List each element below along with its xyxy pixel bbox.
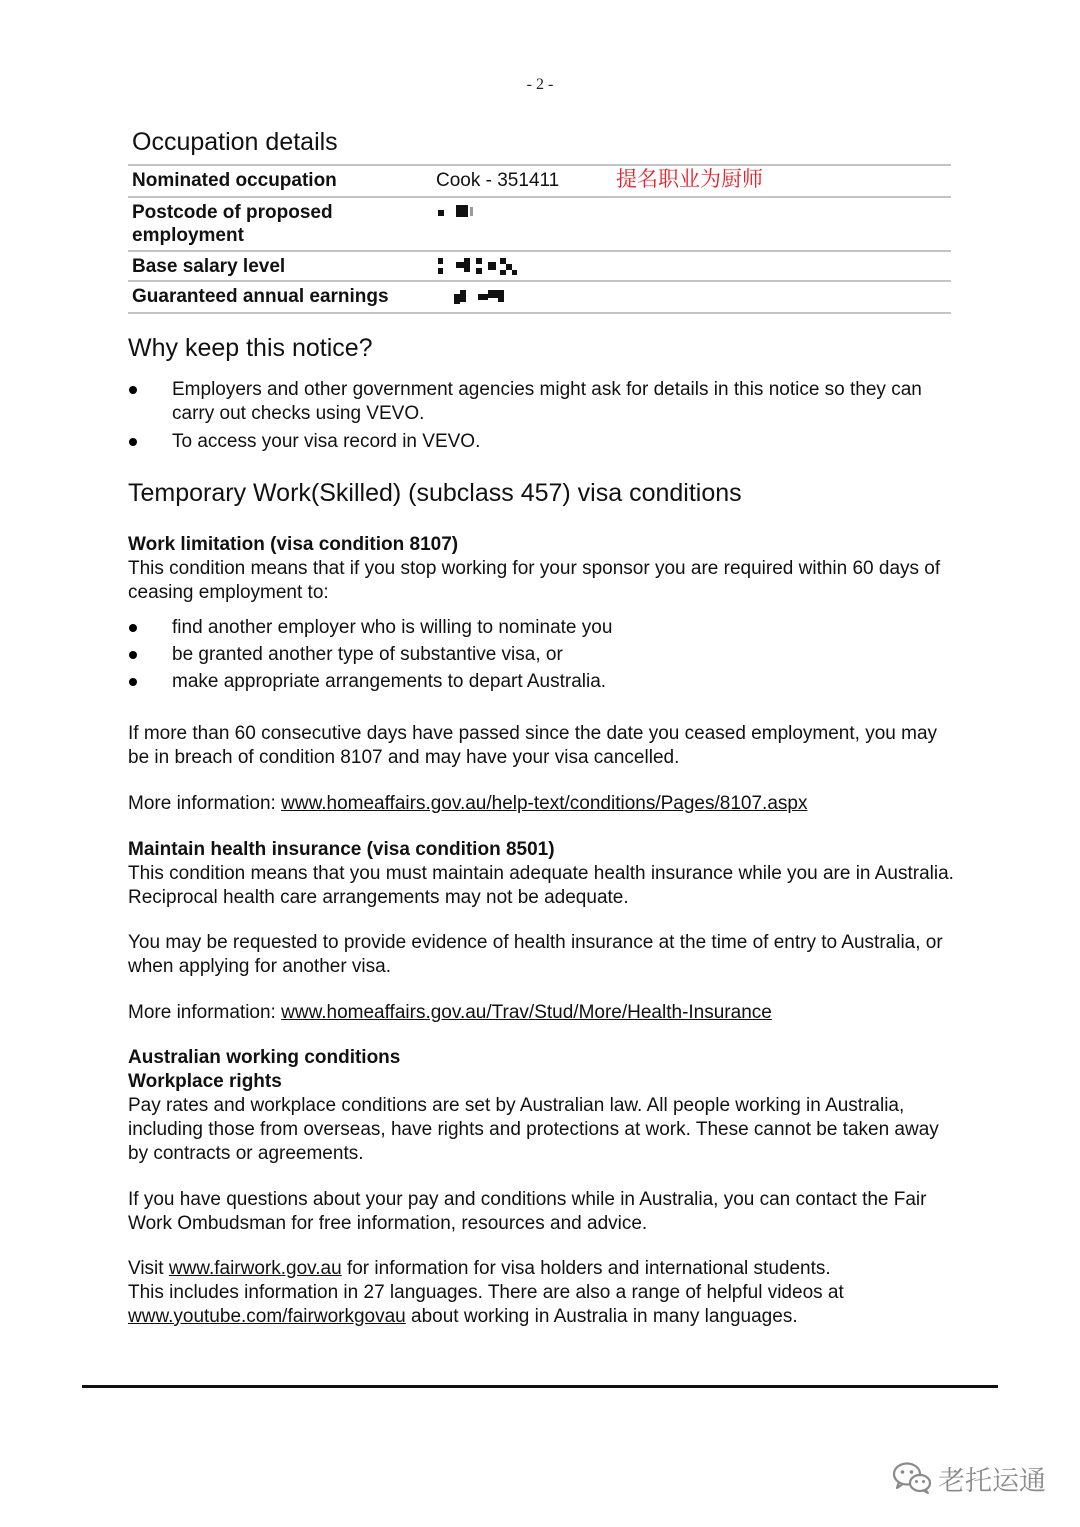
occupation-table (128, 164, 951, 314)
link-8107[interactable]: www.homeaffairs.gov.au/help-text/conditions/Pages/8107.aspx (281, 793, 808, 814)
list-item: be granted another type of substantive visa, or (128, 643, 958, 667)
table-row (128, 166, 951, 198)
working-p2: If you have questions about your pay and conditions while in Australia, you can contact the Fair Work Ombudsman for free information, resources and advice. (128, 1189, 927, 1234)
why-keep-title: Why keep this notice? (128, 334, 373, 362)
health-section (128, 838, 958, 910)
link-fairwork[interactable]: www.fairwork.gov.au (168, 1258, 342, 1279)
footer-divider (82, 1385, 998, 1388)
more-info-8107: More information: www.homeaffairs.gov.au/help-text/conditions/Pages/8107.aspx (128, 793, 808, 814)
row-label: Nominated occupation (132, 170, 337, 191)
work-limitation-list (128, 616, 958, 694)
breach-paragraph: If more than 60 consecutive days have passed since the date you ceased employment, you may be in breach of condition 8107 and may have your visa cancelled. (128, 723, 938, 768)
bullet-icon (129, 438, 137, 446)
bullet-icon (129, 651, 137, 659)
link-youtube[interactable]: www.youtube.com/fairworkgovau (128, 1306, 406, 1327)
redacted-value (436, 256, 520, 276)
workplace-rights-heading: Workplace rights (128, 1071, 282, 1092)
table-row (128, 252, 951, 282)
row-label: Guaranteed annual earnings (132, 286, 389, 307)
wechat-icon (892, 1461, 932, 1495)
list-item: Employers and other government agencies might ask for details in this notice so they can carry out checks using VEVO. (128, 378, 958, 426)
working-section (128, 1046, 958, 1166)
bullet-icon (129, 624, 137, 632)
health-p2: You may be requested to provide evidence of health insurance at the time of entry to Australia, or when applying for another visa. (128, 932, 943, 977)
page-number: - 2 - (526, 76, 554, 93)
working-p1: Pay rates and workplace conditions are set by Australian law. All people working in Australia, including those from overseas, have rights and protections at work. These cannot be taken away by contracts or agreements. (128, 1095, 939, 1164)
list-item: make appropriate arrangements to depart Australia. (128, 670, 958, 694)
list-item: find another employer who is willing to nominate you (128, 616, 958, 640)
bullet-icon (129, 678, 137, 686)
row-value: Cook - 351411 (436, 170, 560, 191)
row-label: Base salary level (132, 256, 286, 277)
work-limitation-intro: This condition means that if you stop working for your sponsor you are required within 60 days of ceasing employment to: (128, 558, 941, 603)
conditions-title: Temporary Work(Skilled) (subclass 457) visa conditions (128, 479, 742, 507)
more-info-health: More information: www.homeaffairs.gov.au/Trav/Stud/More/Health-Insurance (128, 1002, 772, 1023)
work-limitation-heading: Work limitation (visa condition 8107) (128, 534, 459, 555)
watermark-text: 老托运通 (938, 1465, 1046, 1497)
health-p1: This condition means that you must maintain adequate health insurance while you are in Australia. Reciprocal health care arrangements may not be adequate. (128, 863, 954, 908)
work-limitation-section (128, 533, 958, 605)
health-heading: Maintain health insurance (visa condition 8501) (128, 839, 555, 860)
link-health-insurance[interactable]: www.homeaffairs.gov.au/Trav/Stud/More/Health-Insurance (281, 1002, 772, 1023)
visit-paragraph: Visit www.fairwork.gov.au for information for visa holders and international students. This includes information in 27 languages. There are also a range of helpful videos at www.youtube.com/fairworkgovau about working in Australia in many languages. (128, 1258, 844, 1327)
row-label: Postcode of proposed employment (132, 202, 333, 246)
redacted-value (446, 288, 512, 306)
table-row (128, 282, 951, 314)
list-item: To access your visa record in VEVO. (128, 430, 958, 454)
watermark (892, 1458, 1046, 1498)
working-heading: Australian working conditions (128, 1047, 401, 1068)
annotation-note: 提名职业为厨师 (616, 167, 763, 191)
table-row (128, 198, 951, 252)
bullet-icon (129, 386, 137, 394)
redacted-value (436, 204, 486, 220)
why-keep-list (128, 378, 958, 454)
occupation-title: Occupation details (132, 128, 338, 156)
